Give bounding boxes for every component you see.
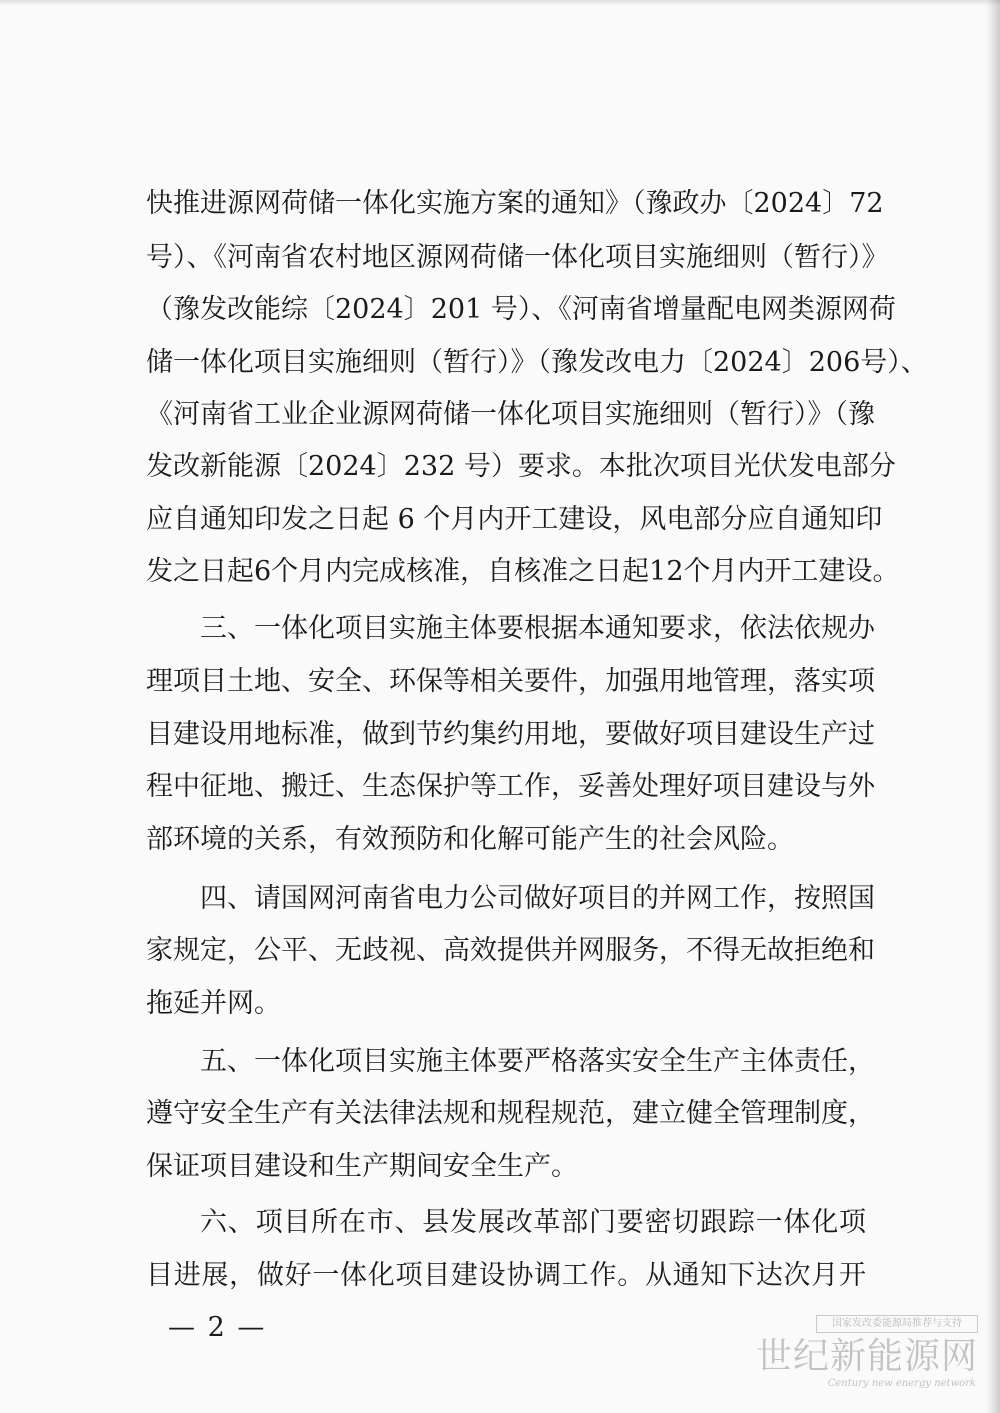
site-watermark — [755, 1315, 978, 1395]
body-line-5: 《河南省工业企业源网荷储一体化项目实施细则（暂行）》（豫 — [146, 399, 875, 430]
watermark-english: Century new energy network — [827, 1378, 976, 1389]
body-line-1: 快推进源网荷储一体化实施方案的通知》（豫政办〔2024〕72 — [146, 188, 884, 219]
page-number: — 2 — — [168, 1312, 267, 1343]
section-3-line-3: 目建设用地标准，做到节约集约用地，要做好项目建设生产过 — [146, 719, 875, 750]
section-5-line-1: 五、一体化项目实施主体要严格落实安全生产主体责任， — [200, 1046, 875, 1077]
body-line-2: 号）、《河南省农村地区源网荷储一体化项目实施细则（暂行）》 — [146, 242, 889, 273]
body-line-7: 应自通知印发之日起 6 个月内开工建设，风电部分应自通知印 — [146, 504, 883, 535]
body-line-8: 发之日起6个月内完成核准，自核准之日起12个月内开工建设。 — [146, 556, 900, 587]
body-line-6: 发改新能源〔2024〕232 号）要求。本批次项目光伏发电部分 — [146, 451, 896, 482]
watermark-slogan: 国家发改委能源局推荐与支持 — [816, 1315, 978, 1333]
section-5-line-3: 保证项目建设和生产期间安全生产。 — [146, 1151, 578, 1182]
section-5-line-2: 遵守安全生产有关法律法规和规程规范，建立健全管理制度， — [146, 1098, 875, 1129]
page-shadow-top — [0, 0, 1000, 6]
section-3-line-4: 程中征地、搬迁、生态保护等工作，妥善处理好项目建设与外 — [146, 771, 875, 802]
section-3-line-2: 理项目土地、安全、环保等相关要件，加强用地管理，落实项 — [146, 666, 875, 697]
page-shadow-right — [986, 0, 1000, 1413]
section-4-line-2: 家规定，公平、无歧视、高效提供并网服务，不得无故拒绝和 — [146, 935, 875, 966]
section-4-line-3: 拖延并网。 — [146, 988, 281, 1019]
section-3-line-1: 三、一体化项目实施主体要根据本通知要求，依法依规办 — [200, 613, 875, 644]
watermark-name: 世纪新能源网 — [755, 1336, 978, 1377]
body-line-4: 储一体化项目实施细则（暂行）》（豫发改电力〔2024〕206号）、 — [146, 347, 928, 378]
section-4-line-1: 四、请国网河南省电力公司做好项目的并网工作，按照国 — [200, 883, 875, 914]
section-3-line-5: 部环境的关系，有效预防和化解可能产生的社会风险。 — [146, 824, 794, 855]
body-line-3: （豫发改能综〔2024〕201 号）、《河南省增量配电网类源网荷 — [146, 294, 896, 325]
section-6-line-2: 目进展，做好一体化项目建设协调工作。从通知下达次月开 — [146, 1260, 866, 1291]
section-6-line-1: 六、项目所在市、县发展改革部门要密切跟踪一体化项 — [200, 1207, 866, 1238]
